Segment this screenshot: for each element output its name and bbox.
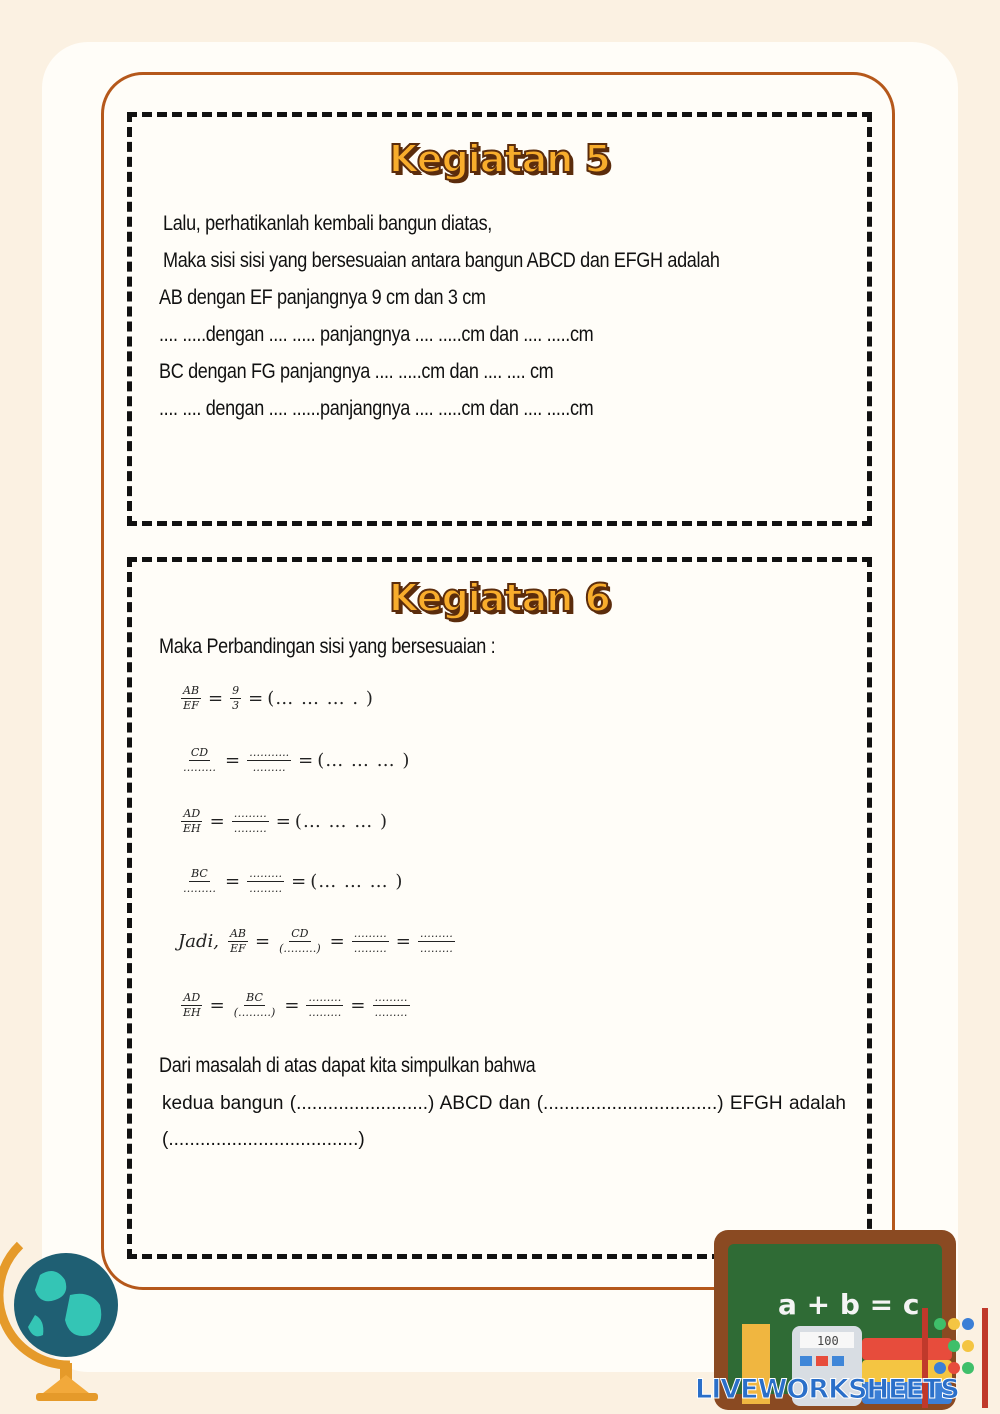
fraction: $\frac{9}{3}$ [232, 684, 240, 713]
fraction: $\frac{AD}{EH}$ [183, 991, 201, 1020]
globe-icon [0, 1225, 130, 1405]
activity-6-title: Kegiatan 6 [389, 576, 610, 620]
activity-6-intro: Maka Perbandingan sisi yang bersesuaian : [159, 635, 496, 658]
equation-jadi-2: $\frac{AD}{EH}$ = $\frac{BC}{(\dots\dots\dots)}$ = $\frac{\dots\dots\dots}{\dots\dots\dots}$ = $\frac{\dots\dots\dots}{\dots\dots\dots}$ [183, 991, 408, 1020]
equation-cd: $\frac{CD}{\dots\dots\dots}$ = $\frac{\dots\dots\dots..}{\dots\dots\dots}$ = (… … … ) [183, 746, 411, 775]
activity-5-line-1: Lalu, perhatikanlah kembali bangun diatas, [163, 212, 492, 235]
answer-blank[interactable]: (… … … ) [317, 750, 411, 772]
fraction[interactable]: $\frac{\dots\dots\dots}{\dots\dots\dots}$ [249, 867, 283, 896]
fraction[interactable]: $\frac{\dots\dots\dots}{\dots\dots\dots}$ [308, 991, 342, 1020]
jadi-label: Jadi, [178, 931, 219, 953]
equation-bc: $\frac{BC}{\dots\dots\dots}$ = $\frac{\dots\dots\dots}{\dots\dots\dots}$ = (… … … ) [183, 867, 404, 896]
fraction[interactable]: $\frac{\dots\dots\dots}{\dots\dots\dots}$ [419, 927, 453, 956]
activity-5-line-6: .... .... dengan .... ......panjangnya .... .....cm dan .... .....cm [159, 397, 594, 420]
calculator-display: 100 [817, 1334, 839, 1348]
activity-6-card [127, 557, 872, 1259]
activity-5-line-3: AB dengan EF panjangnya 9 cm dan 3 cm [159, 286, 486, 309]
fraction: $\frac{AD}{EH}$ [183, 807, 201, 836]
activity-5-line-5: BC dengan FG panjangnya .... .....cm dan .... .... cm [159, 360, 554, 383]
fraction[interactable]: $\frac{CD}{(\dots\dots\dots)}$ [279, 927, 321, 956]
equation-jadi-1: Jadi, $\frac{AB}{EF}$ = $\frac{CD}{(\dots\dots\dots)}$ = $\frac{\dots\dots\dots}{\dots\dots\dots}$ = $\frac{\dots\dots\dots}{\dots\dots\dots}$ [178, 927, 453, 956]
answer-blank[interactable]: (… … … ) [294, 811, 389, 833]
equation-ab-ef: $\frac{AB}{EF}$ = $\frac{9}{3}$ = (… … … . ) [183, 684, 374, 713]
fraction: $\frac{BC}{\dots\dots\dots}$ [183, 867, 216, 896]
fraction[interactable]: $\frac{BC}{(\dots\dots\dots)}$ [233, 991, 276, 1020]
fraction[interactable]: $\frac{\dots\dots\dots}{\dots\dots\dots}$ [233, 807, 267, 836]
activity-5-title: Kegiatan 5 [389, 137, 610, 181]
fraction[interactable]: $\frac{\dots\dots\dots}{\dots\dots\dots}$ [353, 927, 387, 956]
fraction[interactable]: $\frac{\dots\dots\dots..}{\dots\dots\dots}$ [249, 746, 290, 775]
answer-blank[interactable]: (… … … . ) [267, 688, 374, 710]
answer-blank[interactable]: (… … … ) [310, 871, 404, 893]
activity-5-card [127, 112, 872, 526]
board-equation: a + b = c [778, 1288, 920, 1321]
fraction: $\frac{AB}{EF}$ [183, 684, 200, 713]
fraction: $\frac{AB}{EF}$ [229, 927, 246, 956]
equation-ad-eh: $\frac{AD}{EH}$ = $\frac{\dots\dots\dots}{\dots\dots\dots}$ = (… … … ) [183, 807, 389, 836]
activity-5-line-2: Maka sisi sisi yang bersesuaian antara bangun ABCD dan EFGH adalah [163, 249, 720, 272]
conclusion-intro: Dari masalah di atas dapat kita simpulkan bahwa [159, 1054, 536, 1077]
liveworksheets-logo: LIVEWORKSHEETS [695, 1374, 959, 1405]
conclusion-text[interactable]: kedua bangun (.........................) ABCD dan (.................................) EFGH adalah (....................................) [162, 1093, 846, 1150]
activity-5-line-4: .... .....dengan .... ..... panjangnya .... .....cm dan .... .....cm [159, 323, 594, 346]
fraction: $\frac{CD}{\dots\dots\dots}$ [183, 746, 216, 775]
fraction[interactable]: $\frac{\dots\dots\dots}{\dots\dots\dots}$ [374, 991, 408, 1020]
